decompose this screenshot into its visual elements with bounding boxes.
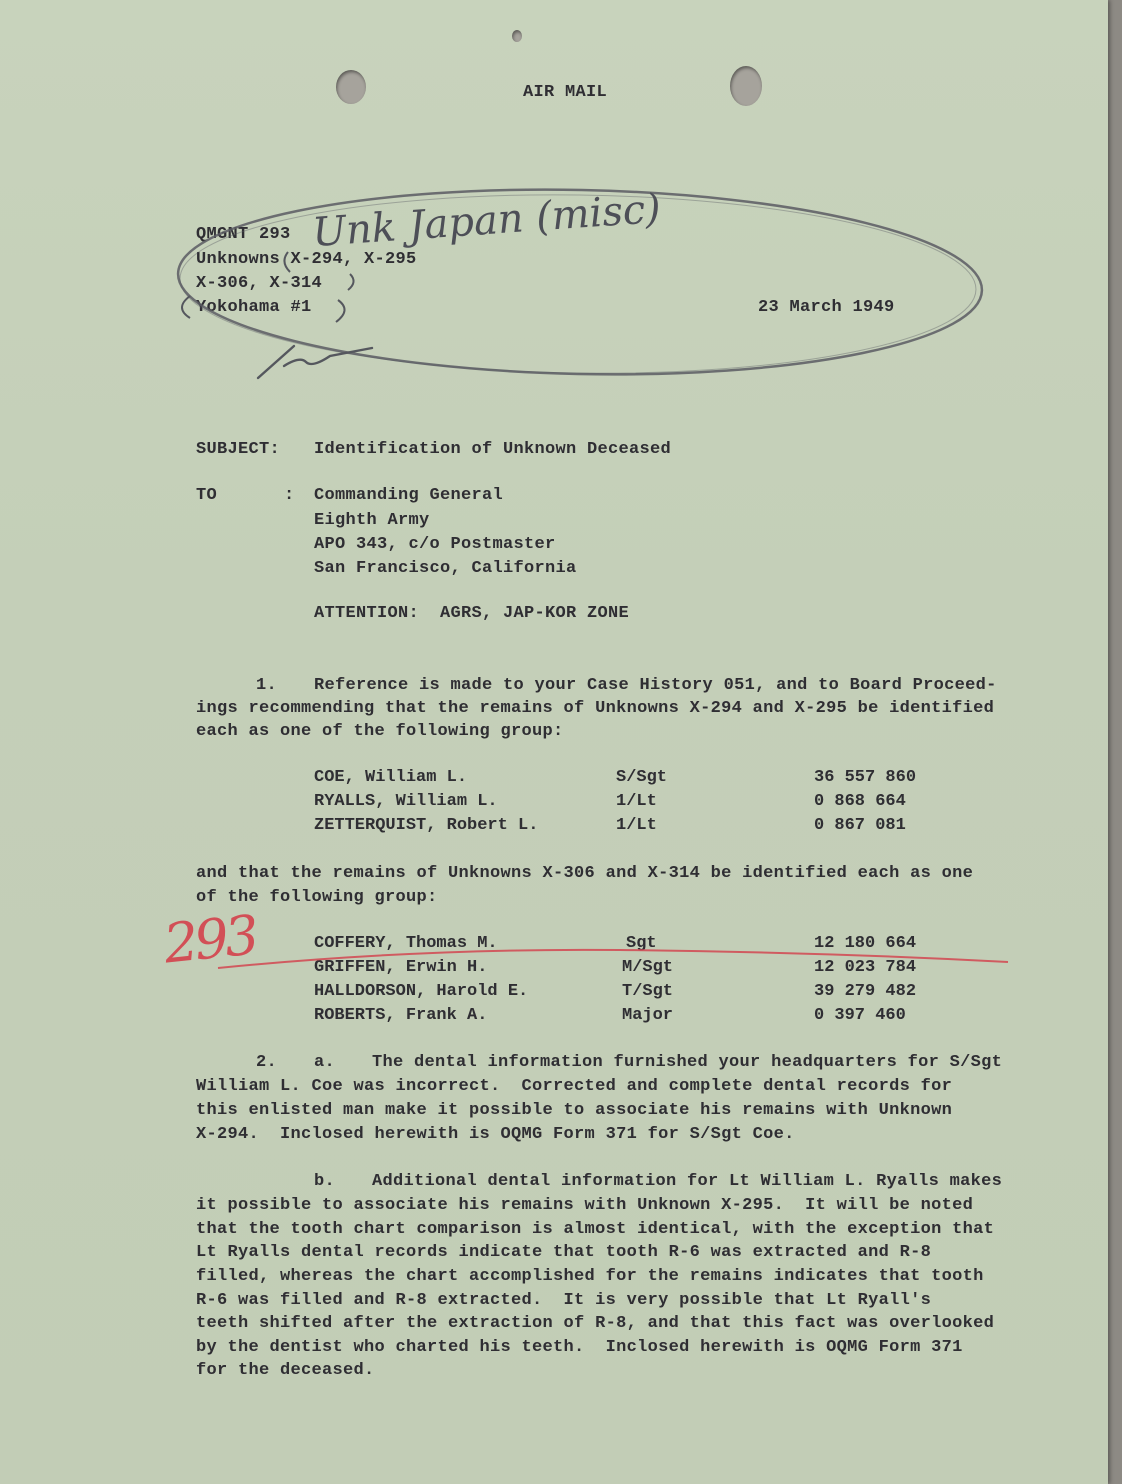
person-rank: Major [622, 1006, 674, 1025]
person-name: RYALLS, William L. [314, 792, 498, 811]
person-rank: T/Sgt [622, 982, 674, 1001]
para2b-sub: b. [314, 1172, 336, 1191]
person-serial: 0 868 664 [814, 792, 906, 811]
pencil-bracket-right [336, 300, 345, 322]
person-rank: Sgt [626, 934, 657, 953]
person-serial: 36 557 860 [814, 768, 917, 787]
to-line-1: Commanding General [314, 486, 504, 505]
pencil-oval [176, 182, 984, 383]
para2b-line-6: R-6 was filled and R-8 extracted. It is very possible that Lt Ryall's [196, 1291, 932, 1310]
para1-line-2: ings recommending that the remains of Unknowns X-294 and X-295 be identified [196, 699, 995, 718]
person-rank: 1/Lt [616, 816, 657, 835]
para2a-line-1: The dental information furnished your headquarters for S/Sgt [372, 1053, 1003, 1072]
para1-line-3: each as one of the following group: [196, 722, 564, 741]
person-name: ROBERTS, Frank A. [314, 1006, 488, 1025]
file-ref-line-2: Unknowns X-294, X-295 [196, 250, 417, 269]
person-rank: S/Sgt [616, 768, 668, 787]
file-ref-line-3: X-306, X-314 [196, 274, 323, 293]
para2b-line-3: that the tooth chart comparison is almost identical, with the exception that [196, 1220, 995, 1239]
pencil-initials [258, 346, 372, 378]
para2-number: 2. [256, 1053, 278, 1072]
para2a-sub: a. [314, 1053, 336, 1072]
document-date: 23 March 1949 [758, 298, 895, 317]
para2a-line-2: William L. Coe was incorrect. Corrected and complete dental records for [196, 1077, 953, 1096]
mail-type: AIR MAIL [523, 83, 608, 102]
person-name: COE, William L. [314, 768, 468, 787]
handwritten-note: Unk Japan (misc) [310, 185, 663, 257]
pencil-bracket-left [182, 296, 190, 318]
person-serial: 12 180 664 [814, 934, 917, 953]
to-colon: : [284, 486, 295, 505]
file-ref-line-1: QMGNT 293 [196, 225, 291, 244]
para1-number: 1. [256, 676, 278, 695]
red-pencil-number: 293 [160, 903, 259, 976]
person-serial: 0 867 081 [814, 816, 906, 835]
para2b-line-5: filled, whereas the chart accomplished for the remains indicates that tooth [196, 1267, 984, 1286]
to-line-3: APO 343, c/o Postmaster [314, 535, 556, 554]
mid-text-line-1: and that the remains of Unknowns X-306 and X-314 be identified each as one [196, 864, 974, 883]
to-label: TO [196, 486, 218, 505]
person-serial: 12 023 784 [814, 958, 917, 977]
para2b-line-7: teeth shifted after the extraction of R-8, and that this fact was overlooked [196, 1314, 995, 1333]
person-name: GRIFFEN, Erwin H. [314, 958, 488, 977]
para2b-line-2: it possible to associate his remains with Unknown X-295. It will be noted [196, 1196, 974, 1215]
red-strike-line [218, 950, 1008, 968]
person-name: COFFERY, Thomas M. [314, 934, 498, 953]
para2b-line-1: Additional dental information for Lt William L. Ryalls makes [372, 1172, 1003, 1191]
person-name: ZETTERQUIST, Robert L. [314, 816, 539, 835]
person-rank: 1/Lt [616, 792, 657, 811]
para2b-line-4: Lt Ryalls dental records indicate that tooth R-6 was extracted and R-8 [196, 1243, 932, 1262]
person-name: HALLDORSON, Harold E. [314, 982, 529, 1001]
para2b-line-8: by the dentist who charted his teeth. Inclosed herewith is OQMG Form 371 [196, 1338, 963, 1357]
person-rank: M/Sgt [622, 958, 674, 977]
subject-label: SUBJECT: [196, 440, 281, 459]
mid-text-line-2: of the following group: [196, 888, 438, 907]
person-serial: 0 397 460 [814, 1006, 906, 1025]
file-ref-line-4: Yokohama #1 [196, 298, 312, 317]
para1-line-1: Reference is made to your Case History 051, and to Board Proceed- [314, 676, 997, 695]
para2b-line-9: for the deceased. [196, 1361, 375, 1380]
attention-line: ATTENTION: AGRS, JAP-KOR ZONE [314, 604, 630, 623]
to-line-2: Eighth Army [314, 511, 430, 530]
to-line-4: San Francisco, California [314, 559, 577, 578]
subject-text: Identification of Unknown Deceased [314, 440, 672, 459]
para2a-line-4: X-294. Inclosed herewith is OQMG Form 371 for S/Sgt Coe. [196, 1125, 795, 1144]
person-serial: 39 279 482 [814, 982, 917, 1001]
para2a-line-3: this enlisted man make it possible to associate his remains with Unknown [196, 1101, 953, 1120]
